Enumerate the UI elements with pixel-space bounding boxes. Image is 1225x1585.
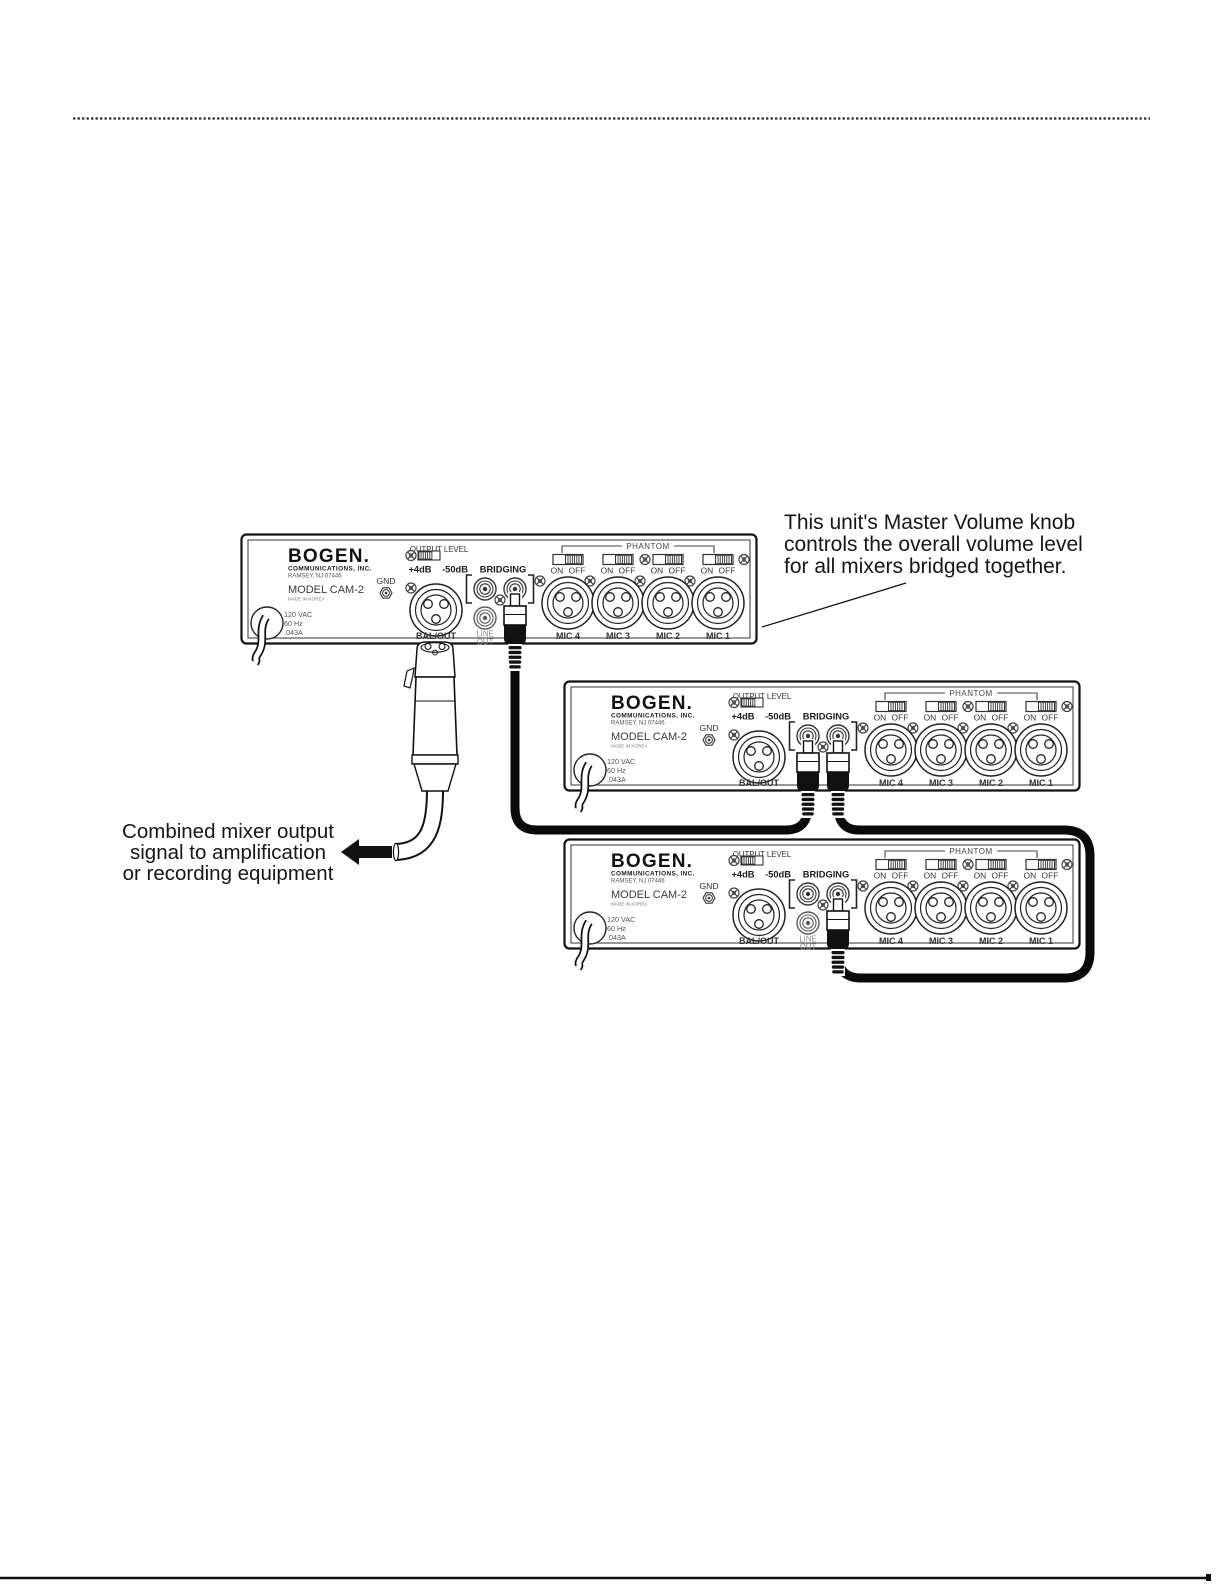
xlr-plug-body xyxy=(413,677,457,755)
mixer-panel-1 xyxy=(242,535,757,664)
master-volume-note-line2: controls the overall volume level xyxy=(784,533,1083,556)
left-arrow-icon xyxy=(341,839,392,865)
xlr-output-plug-assembly xyxy=(393,642,458,861)
master-volume-note-line3: for all mixers bridged together. xyxy=(784,555,1067,578)
note-leader-line xyxy=(762,583,906,627)
combined-output-note xyxy=(122,820,334,885)
output-cable-end xyxy=(393,843,398,860)
output-note-line3: or recording equipment xyxy=(122,862,334,885)
output-note-line1: Combined mixer output xyxy=(122,820,334,843)
mixer-panel-3 xyxy=(565,840,1080,969)
output-note-line2: signal to amplification xyxy=(130,841,326,864)
xlr-plug-collar xyxy=(412,755,458,764)
master-volume-note xyxy=(784,511,1083,578)
mixer-panel-2 xyxy=(565,682,1080,811)
wiring-diagram: BOGEN. COMMUNICATIONS, INC. RAMSEY, NJ 07446 MODEL CAM-2 MADE IN KOREA 120 VAC 60 Hz .043A GND OUTPUT LEVEL +4dB -50dB BAL/OUT BRIDGING LINE OUT PHANTOM ON OFF ON OFF ON OFF ON OFF MIC 4 MIC 3 MIC 2 MIC 1 This unit's Master Volume knob controls the overall volume level for all mixers bridged together. Combined mixer output signal to amplification or recording equipment xyxy=(0,0,1225,1585)
xlr-plug-boot xyxy=(414,764,456,791)
xlr-latch-lever xyxy=(404,668,414,688)
master-volume-note-line1: This unit's Master Volume knob xyxy=(784,511,1076,534)
bottom-rule-end-tick xyxy=(1206,1574,1211,1581)
